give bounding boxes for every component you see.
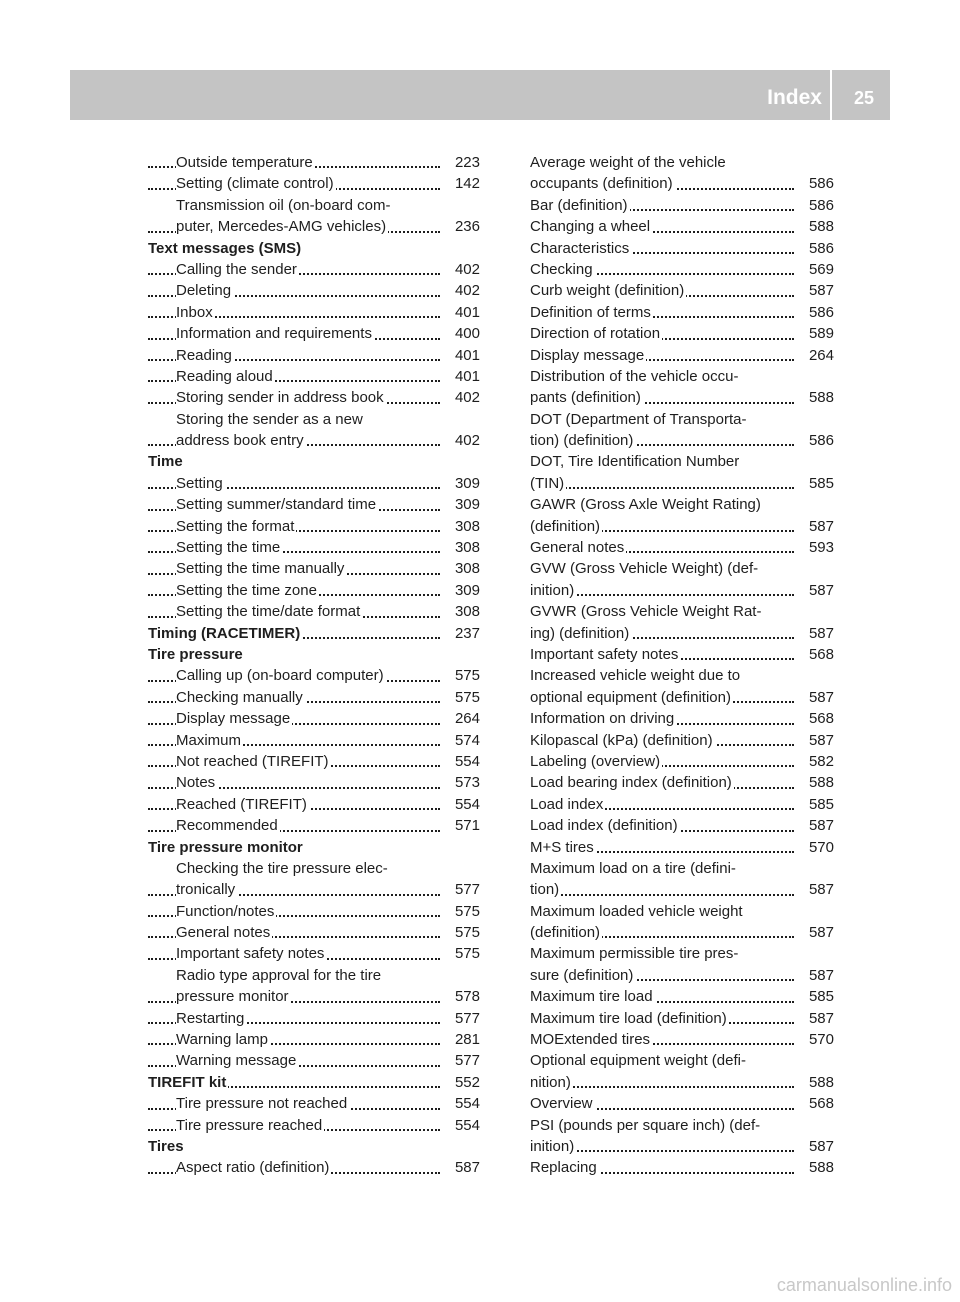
index-entry <box>530 1115 834 1136</box>
entry-page-number: 587 <box>803 1008 834 1029</box>
entry-page-number: 587 <box>803 922 834 943</box>
entry-text: Function/notes <box>176 902 275 920</box>
section-title: Index <box>767 86 822 109</box>
entry-page-number: 585 <box>803 986 834 1007</box>
index-entry <box>530 1136 834 1157</box>
entry-page-number: 573 <box>449 772 480 793</box>
entry-page-number: 575 <box>449 901 480 922</box>
entry-text: Recommended <box>176 817 278 835</box>
entry-text: (TIN) <box>530 474 565 492</box>
entry-text: Radio type approval for the tire <box>176 966 382 984</box>
entry-page-number: 223 <box>449 152 480 173</box>
index-heading <box>148 451 480 472</box>
entry-text: Curb weight (definition) <box>530 282 685 300</box>
entry-page-number: 554 <box>449 1115 480 1136</box>
index-entry <box>148 601 480 622</box>
entry-text: GVWR (Gross Vehicle Weight Rat- <box>530 603 762 621</box>
index-entry <box>530 1072 834 1093</box>
entry-text: Notes <box>176 774 216 792</box>
entry-text: Reading aloud <box>176 367 273 385</box>
entry-page-number: 570 <box>803 1029 834 1050</box>
entry-text: ing) (definition) <box>530 624 630 642</box>
index-entry <box>148 152 480 173</box>
index-entry <box>148 708 480 729</box>
entry-text: Calling up (on-board computer) <box>176 667 384 685</box>
entry-page-number: 554 <box>449 1093 480 1114</box>
index-entry <box>530 580 834 601</box>
entry-text: Maximum tire load <box>530 988 653 1006</box>
index-entry <box>530 558 834 579</box>
entry-text: Load index (definition) <box>530 817 678 835</box>
entry-text: Maximum load on a tire (defini- <box>530 859 736 877</box>
entry-text: Reached (TIREFIT) <box>176 795 307 813</box>
index-entry <box>148 516 480 537</box>
index-entry <box>148 815 480 836</box>
index-entry <box>530 815 834 836</box>
index-entry <box>148 558 480 579</box>
index-entry <box>148 1008 480 1029</box>
index-entry <box>530 837 834 858</box>
entry-page-number: 142 <box>449 173 480 194</box>
entry-text: Checking <box>530 260 593 278</box>
entry-text: puter, Mercedes-AMG vehicles) <box>176 218 387 236</box>
index-entry <box>530 965 834 986</box>
entry-page-number: 575 <box>449 922 480 943</box>
index-entry <box>148 387 480 408</box>
index-entry <box>530 430 834 451</box>
index-entry <box>530 901 834 922</box>
index-entry <box>530 195 834 216</box>
entry-page-number: 586 <box>803 302 834 323</box>
entry-page-number: 309 <box>449 473 480 494</box>
index-entry <box>530 879 834 900</box>
entry-page-number: 264 <box>449 708 480 729</box>
entry-page-number: 587 <box>803 879 834 900</box>
entry-text: PSI (pounds per square inch) (def- <box>530 1116 761 1134</box>
index-entry <box>148 858 480 879</box>
entry-page-number: 309 <box>449 580 480 601</box>
index-entry <box>530 259 834 280</box>
index-heading <box>148 837 480 858</box>
entry-page-number: 588 <box>803 1072 834 1093</box>
index-entry <box>530 1029 834 1050</box>
entry-page-number: 401 <box>449 345 480 366</box>
entry-page-number: 402 <box>449 280 480 301</box>
entry-text: pressure monitor <box>176 988 289 1006</box>
entry-page-number: 587 <box>803 1136 834 1157</box>
entry-page-number: 585 <box>803 473 834 494</box>
entry-text: DOT (Department of Transporta- <box>530 410 747 428</box>
entry-page-number: 308 <box>449 537 480 558</box>
entry-page-number: 585 <box>803 794 834 815</box>
index-entry <box>530 708 834 729</box>
entry-text: Tires <box>148 1137 184 1155</box>
entry-text: GVW (Gross Vehicle Weight) (def- <box>530 560 759 578</box>
entry-page-number: 587 <box>803 280 834 301</box>
entry-text: Kilopascal (kPa) (definition) <box>530 731 713 749</box>
entry-text: General notes <box>530 539 625 557</box>
index-heading <box>148 1072 480 1093</box>
index-entry <box>148 345 480 366</box>
index-entry <box>148 1157 480 1178</box>
entry-page-number: 401 <box>449 366 480 387</box>
entry-text: Maximum <box>176 731 242 749</box>
entry-text: Bar (definition) <box>530 196 628 214</box>
entry-text: Transmission oil (on-board com- <box>176 196 391 214</box>
entry-page-number: 552 <box>449 1072 480 1093</box>
entry-page-number: 586 <box>803 430 834 451</box>
entry-page-number: 577 <box>449 879 480 900</box>
entry-text: Load bearing index (definition) <box>530 774 732 792</box>
entry-text: Reading <box>176 346 232 364</box>
entry-page-number: 554 <box>449 751 480 772</box>
entry-text: Important safety notes <box>176 945 325 963</box>
entry-text: occupants (definition) <box>530 175 673 193</box>
entry-text: Outside temperature <box>176 154 313 171</box>
index-entry <box>148 965 480 986</box>
entry-page-number: 586 <box>803 195 834 216</box>
entry-page-number: 588 <box>803 772 834 793</box>
entry-page-number: 587 <box>803 730 834 751</box>
header-divider <box>830 70 832 120</box>
entry-page-number: 575 <box>449 943 480 964</box>
index-entry <box>530 173 834 194</box>
entry-page-number: 582 <box>803 751 834 772</box>
entry-page-number: 402 <box>449 387 480 408</box>
entry-text: Calling the sender <box>176 260 297 278</box>
entry-text: Setting the format <box>176 517 295 535</box>
entry-text: Warning lamp <box>176 1031 268 1049</box>
index-entry <box>148 259 480 280</box>
entry-page-number: 587 <box>449 1157 480 1178</box>
index-entry <box>530 644 834 665</box>
entry-text: Maximum tire load (definition) <box>530 1009 727 1027</box>
entry-page-number: 577 <box>449 1050 480 1071</box>
index-entry <box>148 922 480 943</box>
entry-page-number: 309 <box>449 494 480 515</box>
index-entry <box>148 323 480 344</box>
entry-page-number: 587 <box>803 965 834 986</box>
index-entry <box>148 302 480 323</box>
header-bar <box>70 70 890 120</box>
entry-text: Restarting <box>176 1009 245 1027</box>
index-entry <box>148 879 480 900</box>
entry-text: Characteristics <box>530 239 630 257</box>
entry-text: inition) <box>530 581 575 599</box>
index-entry <box>148 580 480 601</box>
entry-text: Display message <box>176 710 291 728</box>
entry-page-number: 400 <box>449 323 480 344</box>
index-column-right <box>530 152 834 1179</box>
index-entry <box>530 1008 834 1029</box>
entry-text: MOExtended tires <box>530 1031 651 1049</box>
entry-text: Direction of rotation <box>530 325 661 343</box>
index-entry <box>530 216 834 237</box>
index-column-left <box>148 152 480 1179</box>
index-entry <box>148 665 480 686</box>
index-heading <box>148 644 480 665</box>
index-entry <box>530 238 834 259</box>
entry-text: Timing (RACETIMER) <box>148 624 301 642</box>
entry-page-number: 589 <box>803 323 834 344</box>
index-entry <box>530 943 834 964</box>
entry-text: Text messages (SMS) <box>148 239 302 257</box>
index-entry <box>530 451 834 472</box>
entry-text: Tire pressure <box>148 645 243 663</box>
index-entry <box>530 302 834 323</box>
index-entry <box>530 687 834 708</box>
entry-text: Replacing <box>530 1159 597 1177</box>
entry-text: Warning message <box>176 1052 297 1070</box>
entry-page-number: 401 <box>449 302 480 323</box>
index-entry <box>530 1050 834 1071</box>
entry-page-number: 308 <box>449 558 480 579</box>
index-entry <box>530 730 834 751</box>
entry-text: Setting (climate control) <box>176 175 334 193</box>
index-heading <box>148 238 480 259</box>
index-entry <box>148 366 480 387</box>
index-entry <box>530 751 834 772</box>
entry-text: sure (definition) <box>530 966 634 984</box>
entry-text: Tire pressure monitor <box>148 838 303 856</box>
entry-page-number: 577 <box>449 1008 480 1029</box>
entry-page-number: 574 <box>449 730 480 751</box>
entry-page-number: 588 <box>803 1157 834 1178</box>
index-entry <box>148 1029 480 1050</box>
entry-text: Storing sender in address book <box>176 389 384 407</box>
index-entry <box>530 772 834 793</box>
entry-text: Optional equipment weight (defi- <box>530 1052 746 1070</box>
index-entry <box>148 216 480 237</box>
watermark: carmanualsonline.info <box>776 1275 952 1295</box>
entry-page-number: 554 <box>449 794 480 815</box>
entry-text: Information and requirements <box>176 325 372 343</box>
entry-page-number: 575 <box>449 665 480 686</box>
index-entry <box>148 943 480 964</box>
entry-text: optional equipment (definition) <box>530 688 731 706</box>
entry-text: tion) (definition) <box>530 432 634 450</box>
index-entry <box>148 430 480 451</box>
entry-text: Setting summer/standard time <box>176 496 377 514</box>
entry-text: Checking the tire pressure elec- <box>176 859 388 877</box>
index-heading <box>148 1136 480 1157</box>
index-entry <box>148 1093 480 1114</box>
index-entry <box>148 409 480 430</box>
entry-text: pants (definition) <box>530 389 641 407</box>
entry-text: Changing a wheel <box>530 218 651 236</box>
index-entry <box>148 173 480 194</box>
entry-text: Labeling (overview) <box>530 752 661 770</box>
index-entry <box>530 537 834 558</box>
entry-text: Average weight of the vehicle <box>530 154 726 171</box>
entry-page-number: 586 <box>803 238 834 259</box>
entry-text: inition) <box>530 1137 575 1155</box>
entry-text: Storing the sender as a new <box>176 410 363 428</box>
index-entry <box>148 730 480 751</box>
index-entry <box>530 387 834 408</box>
index-entry <box>530 1157 834 1178</box>
index-entry <box>148 494 480 515</box>
entry-text: Overview <box>530 1095 593 1113</box>
entry-text: Time <box>148 453 183 471</box>
entry-text: tion) <box>530 881 560 899</box>
entry-text: address book entry <box>176 432 304 450</box>
entry-page-number: 588 <box>803 216 834 237</box>
entry-text: Setting the time zone <box>176 581 317 599</box>
entry-text: Information on driving <box>530 710 675 728</box>
entry-text: Not reached (TIREFIT) <box>176 752 329 770</box>
entry-text: Load index <box>530 795 604 813</box>
entry-page-number: 402 <box>449 430 480 451</box>
index-entry <box>530 409 834 430</box>
entry-page-number: 575 <box>449 687 480 708</box>
index-entry <box>530 601 834 622</box>
index-entry <box>148 751 480 772</box>
entry-text: Tire pressure not reached <box>176 1095 348 1113</box>
index-entry <box>530 494 834 515</box>
index-entry <box>530 323 834 344</box>
index-entry <box>148 794 480 815</box>
entry-text: DOT, Tire Identification Number <box>530 453 740 471</box>
entry-text: Setting the time <box>176 539 281 557</box>
entry-text: Setting <box>176 474 223 492</box>
index-entry <box>530 623 834 644</box>
entry-page-number: 236 <box>449 216 480 237</box>
entry-page-number: 570 <box>803 837 834 858</box>
entry-page-number: 588 <box>803 387 834 408</box>
index-entry <box>148 772 480 793</box>
page-number: 25 <box>853 88 874 108</box>
entry-text: Display message <box>530 346 645 364</box>
entry-text: nition) <box>530 1073 571 1091</box>
entry-text: TIREFIT kit <box>148 1073 227 1091</box>
entry-page-number: 571 <box>449 815 480 836</box>
index-entry <box>530 280 834 301</box>
entry-text: Maximum permissible tire pres- <box>530 945 739 963</box>
entry-page-number: 568 <box>803 1093 834 1114</box>
index-entry <box>530 345 834 366</box>
entry-page-number: 586 <box>803 173 834 194</box>
entry-page-number: 402 <box>449 259 480 280</box>
entry-text: Inbox <box>176 303 213 321</box>
entry-text: M+S tires <box>530 838 594 856</box>
entry-text: Checking manually <box>176 688 303 706</box>
entry-page-number: 281 <box>449 1029 480 1050</box>
entry-page-number: 587 <box>803 580 834 601</box>
index-entry <box>530 922 834 943</box>
index-entry <box>530 366 834 387</box>
index-entry <box>530 1093 834 1114</box>
index-entry <box>148 687 480 708</box>
entry-text: Important safety notes <box>530 645 679 663</box>
index-entry <box>148 1115 480 1136</box>
index-entry <box>148 195 480 216</box>
entry-page-number: 587 <box>803 623 834 644</box>
index-entry <box>148 1050 480 1071</box>
entry-text: Setting the time manually <box>176 560 345 578</box>
entry-text: tronically <box>176 881 236 899</box>
entry-text: Definition of terms <box>530 303 651 321</box>
index-entry <box>148 537 480 558</box>
index-entry <box>530 794 834 815</box>
entry-text: Deleting <box>176 282 232 300</box>
entry-page-number: 264 <box>803 345 834 366</box>
index-entry <box>530 152 834 173</box>
entry-page-number: 568 <box>803 708 834 729</box>
entry-page-number: 237 <box>449 623 480 644</box>
entry-text: Distribution of the vehicle occu- <box>530 367 739 385</box>
index-entry <box>530 858 834 879</box>
entry-text: Tire pressure reached <box>176 1116 323 1134</box>
index-heading <box>148 623 480 644</box>
entry-text: Aspect ratio (definition) <box>176 1159 330 1177</box>
index-entry <box>148 986 480 1007</box>
entry-page-number: 569 <box>803 259 834 280</box>
entry-page-number: 587 <box>803 815 834 836</box>
entry-text: General notes <box>176 924 271 942</box>
entry-page-number: 587 <box>803 516 834 537</box>
entry-page-number: 308 <box>449 516 480 537</box>
entry-text: GAWR (Gross Axle Weight Rating) <box>530 496 761 514</box>
entry-text: (definition) <box>530 517 601 535</box>
index-entry <box>530 516 834 537</box>
entry-text: Increased vehicle weight due to <box>530 667 741 685</box>
entry-text: Maximum loaded vehicle weight <box>530 902 743 920</box>
index-entry <box>148 901 480 922</box>
entry-page-number: 587 <box>803 687 834 708</box>
index-entry <box>530 473 834 494</box>
entry-text: (definition) <box>530 924 601 942</box>
entry-page-number: 593 <box>803 537 834 558</box>
entry-page-number: 568 <box>803 644 834 665</box>
index-entry <box>530 665 834 686</box>
entry-page-number: 308 <box>449 601 480 622</box>
entry-text: Setting the time/date format <box>176 603 361 621</box>
index-entry <box>148 280 480 301</box>
entry-page-number: 578 <box>449 986 480 1007</box>
index-entry <box>530 986 834 1007</box>
index-entry <box>148 473 480 494</box>
